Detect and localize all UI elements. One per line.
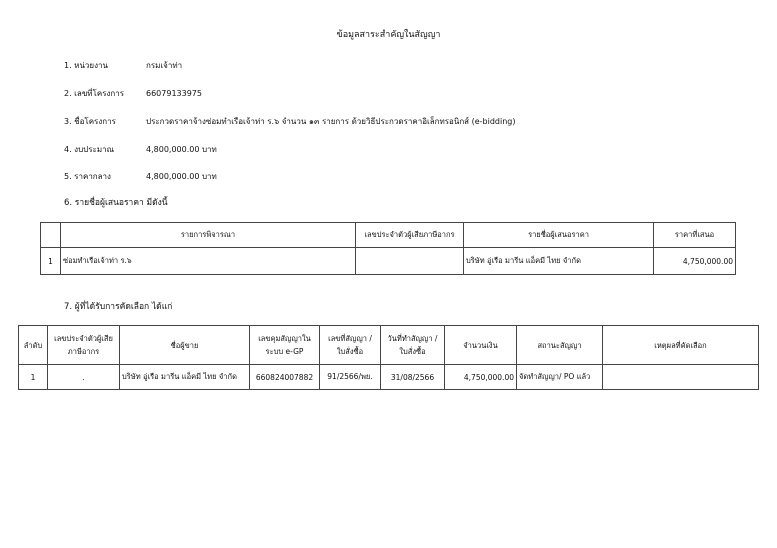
- field-project-number-label: 2. เลขที่โครงการ: [64, 89, 125, 98]
- field-budget-value: 4,800,000.00 บาท: [146, 145, 217, 154]
- selected-cell-taxid: .: [48, 365, 120, 390]
- selected-header-amount: จำนวนเงิน: [445, 326, 517, 365]
- selected-cell-no: 1: [19, 365, 48, 390]
- table-row: [41, 248, 736, 275]
- selected-cell-amount: 4,750,000.00: [445, 365, 517, 390]
- field-project-name-value: ประกวดราคาจ้างซ่อมทำเรือเจ้าท่า ร.๖ จำนวน ๑๓ รายการ ด้วยวิธีประกวดราคาอิเล็กทรอนิกส์ (e-bidding): [146, 117, 516, 126]
- bidders-header-bidder: รายชื่อผู้เสนอราคา: [464, 223, 654, 248]
- selected-cell-control: 660824007882: [250, 365, 320, 390]
- selected-header-contract: เลขที่สัญญา / ใบสั่งซื้อ: [320, 326, 381, 365]
- bidders-cell-no: 1: [41, 248, 61, 275]
- bidders-header-price: ราคาที่เสนอ: [654, 223, 736, 248]
- field-project-number-value: 66079133975: [146, 89, 202, 98]
- table-row: [19, 365, 759, 390]
- bidders-cell-item: ซ่อมทำเรือเจ้าท่า ร.๖: [61, 248, 356, 275]
- section6-heading: 6. รายชื่อผู้เสนอราคา มีดังนี้: [64, 198, 168, 208]
- field-agency: [64, 59, 182, 72]
- selected-header-reason: เหตุผลที่คัดเลือก: [603, 326, 759, 365]
- field-agency-label: 1. หน่วยงาน: [64, 61, 108, 70]
- bidders-cell-price: 4,750,000.00: [654, 248, 736, 275]
- selected-table: [18, 325, 759, 390]
- selected-cell-status: จัดทำสัญญา/ PO แล้ว: [517, 365, 603, 390]
- selected-header-no: ลำดับ: [19, 326, 48, 365]
- section7-heading: 7. ผู้ที่ได้รับการคัดเลือก ได้แก่: [64, 302, 173, 312]
- bidders-table: [40, 222, 736, 275]
- selected-cell-contract: 91/2566/พย.: [320, 365, 381, 390]
- bidders-header-taxid: เลขประจำตัวผู้เสียภาษีอากร: [356, 223, 464, 248]
- field-budget-label: 4. งบประมาณ: [64, 145, 115, 154]
- bidders-cell-taxid: [356, 248, 464, 275]
- bidders-header-row: [41, 223, 736, 248]
- selected-header-control: เลขคุมสัญญาในระบบ e-GP: [250, 326, 320, 365]
- bidders-header-blank: [41, 223, 61, 248]
- field-project-number: [64, 87, 202, 100]
- selected-header-taxid: เลขประจำตัวผู้เสียภาษีอากร: [48, 326, 120, 365]
- field-median-price-label: 5. ราคากลาง: [64, 172, 111, 181]
- field-median-price-value: 4,800,000.00 บาท: [146, 172, 217, 181]
- selected-header-status: สถานะสัญญา: [517, 326, 603, 365]
- field-median-price: [64, 170, 217, 183]
- selected-cell-date: 31/08/2566: [381, 365, 445, 390]
- field-budget: [64, 143, 217, 156]
- field-agency-value: กรมเจ้าท่า: [146, 61, 183, 70]
- field-project-name: [64, 115, 515, 128]
- field-project-name-label: 3. ชื่อโครงการ: [64, 117, 116, 126]
- selected-header-date: วันที่ทำสัญญา / ใบสั่งซื้อ: [381, 326, 445, 365]
- selected-cell-reason: [603, 365, 759, 390]
- bidders-cell-bidder: บริษัท อู่เรือ มารีน แอ็คมี ไทย จำกัด: [464, 248, 654, 275]
- selected-cell-seller: บริษัท อู่เรือ มารีน แอ็คมี ไทย จำกัด: [120, 365, 250, 390]
- selected-header-row: [19, 326, 759, 365]
- selected-header-seller: ชื่อผู้ขาย: [120, 326, 250, 365]
- bidders-header-item: รายการพิจารณา: [61, 223, 356, 248]
- page-title: ข้อมูลสาระสำคัญในสัญญา: [336, 30, 441, 40]
